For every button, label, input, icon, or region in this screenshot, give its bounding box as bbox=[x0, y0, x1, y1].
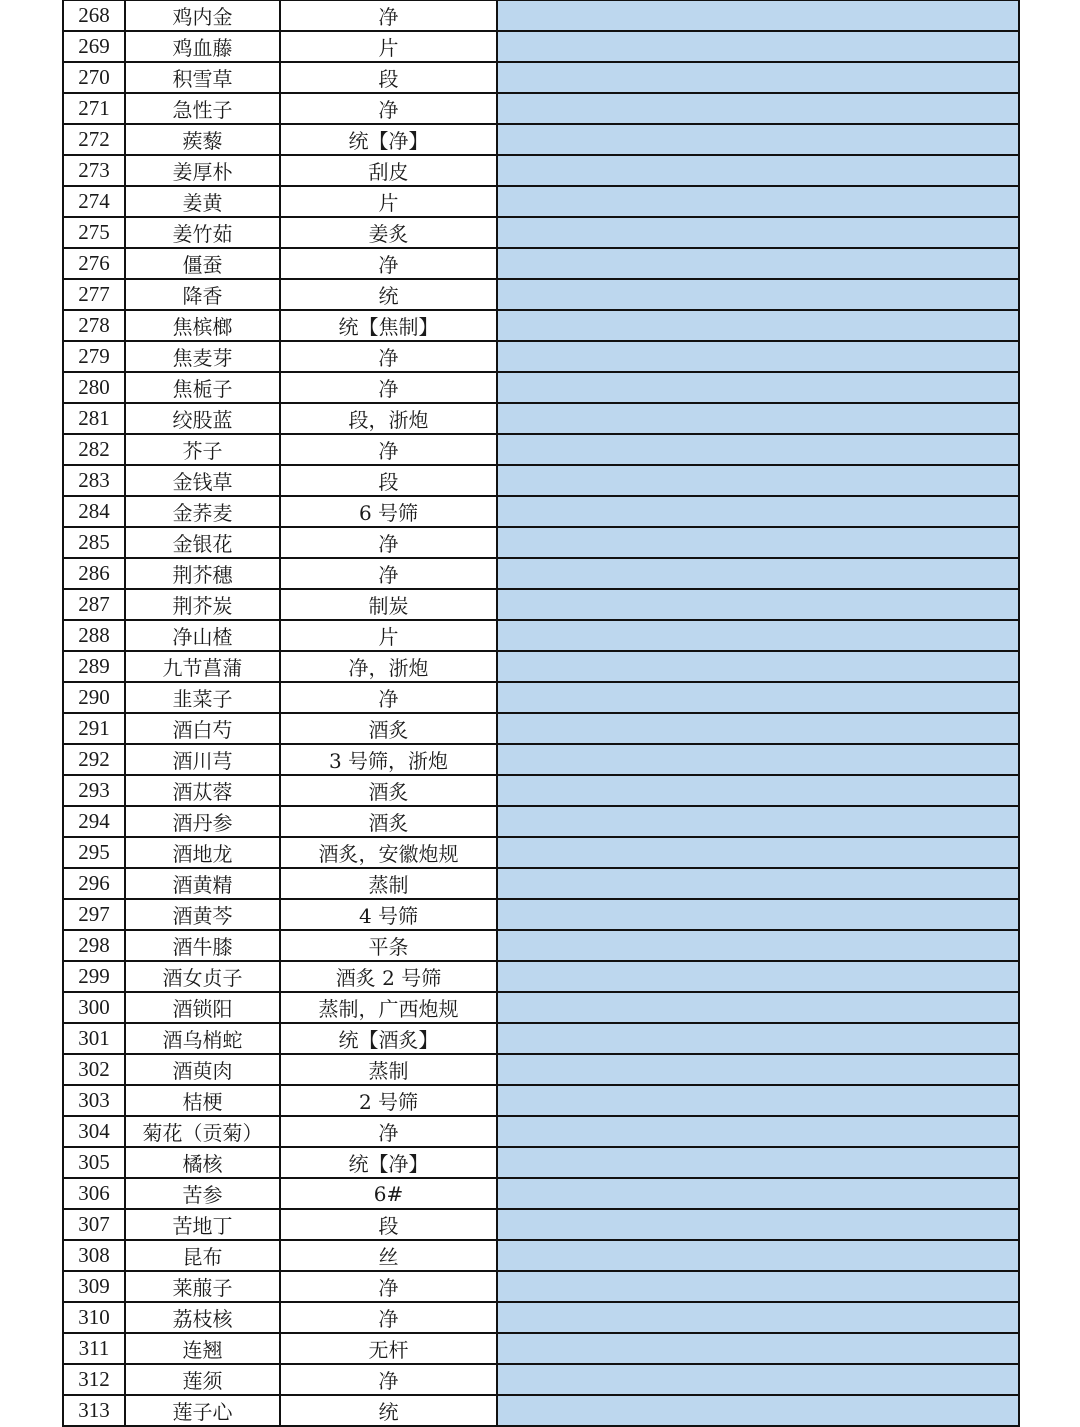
herb-table bbox=[62, 0, 1020, 1427]
herb-spec-sheet bbox=[62, 0, 1018, 1424]
blank-entry-cell[interactable] bbox=[497, 93, 1019, 124]
processing-spec-cell: 净 bbox=[280, 434, 497, 465]
processing-spec-cell: 酒炙 bbox=[280, 713, 497, 744]
herb-name-cell: 降香 bbox=[125, 279, 280, 310]
blank-entry-cell[interactable] bbox=[497, 527, 1019, 558]
table-row bbox=[63, 868, 1019, 899]
processing-spec-cell: 2 号筛 bbox=[280, 1085, 497, 1116]
table-row bbox=[63, 713, 1019, 744]
table-row bbox=[63, 744, 1019, 775]
row-number-cell: 280 bbox=[63, 372, 125, 403]
blank-entry-cell[interactable] bbox=[497, 1023, 1019, 1054]
herb-name-cell: 莲须 bbox=[125, 1364, 280, 1395]
herb-name-cell: 鸡血藤 bbox=[125, 31, 280, 62]
row-number-cell: 287 bbox=[63, 589, 125, 620]
processing-spec-cell: 4 号筛 bbox=[280, 899, 497, 930]
processing-spec-cell: 蒸制 bbox=[280, 1054, 497, 1085]
table-row bbox=[63, 1395, 1019, 1426]
processing-spec-cell: 净 bbox=[280, 558, 497, 589]
row-number-cell: 281 bbox=[63, 403, 125, 434]
herb-name-cell: 姜黄 bbox=[125, 186, 280, 217]
processing-spec-cell: 酒炙 bbox=[280, 775, 497, 806]
table-row bbox=[63, 372, 1019, 403]
blank-entry-cell[interactable] bbox=[497, 806, 1019, 837]
processing-spec-cell: 净 bbox=[280, 1271, 497, 1302]
blank-entry-cell[interactable] bbox=[497, 713, 1019, 744]
table-row bbox=[63, 558, 1019, 589]
blank-entry-cell[interactable] bbox=[497, 651, 1019, 682]
herb-name-cell: 昆布 bbox=[125, 1240, 280, 1271]
herb-name-cell: 酒牛膝 bbox=[125, 930, 280, 961]
blank-entry-cell[interactable] bbox=[497, 62, 1019, 93]
processing-spec-cell: 6 号筛 bbox=[280, 496, 497, 527]
herb-name-cell: 积雪草 bbox=[125, 62, 280, 93]
herb-name-cell: 莱菔子 bbox=[125, 1271, 280, 1302]
herb-name-cell: 酒萸肉 bbox=[125, 1054, 280, 1085]
blank-entry-cell[interactable] bbox=[497, 992, 1019, 1023]
table-row bbox=[63, 806, 1019, 837]
table-row bbox=[63, 1178, 1019, 1209]
processing-spec-cell: 净 bbox=[280, 248, 497, 279]
row-number-cell: 276 bbox=[63, 248, 125, 279]
table-row bbox=[63, 1209, 1019, 1240]
table-row bbox=[63, 186, 1019, 217]
blank-entry-cell[interactable] bbox=[497, 1271, 1019, 1302]
table-row bbox=[63, 0, 1019, 31]
row-number-cell: 272 bbox=[63, 124, 125, 155]
row-number-cell: 312 bbox=[63, 1364, 125, 1395]
processing-spec-cell: 净 bbox=[280, 527, 497, 558]
herb-name-cell: 金银花 bbox=[125, 527, 280, 558]
blank-entry-cell[interactable] bbox=[497, 868, 1019, 899]
herb-name-cell: 金钱草 bbox=[125, 465, 280, 496]
table-row bbox=[63, 1302, 1019, 1333]
processing-spec-cell: 段，浙炮 bbox=[280, 403, 497, 434]
blank-entry-cell[interactable] bbox=[497, 930, 1019, 961]
table-row bbox=[63, 217, 1019, 248]
row-number-cell: 278 bbox=[63, 310, 125, 341]
herb-name-cell: 莲子心 bbox=[125, 1395, 280, 1426]
herb-name-cell: 荆芥穗 bbox=[125, 558, 280, 589]
processing-spec-cell: 无杆 bbox=[280, 1333, 497, 1364]
blank-entry-cell[interactable] bbox=[497, 124, 1019, 155]
herb-name-cell: 酒地龙 bbox=[125, 837, 280, 868]
herb-name-cell: 菊花（贡菊） bbox=[125, 1116, 280, 1147]
table-row bbox=[63, 93, 1019, 124]
herb-name-cell: 九节菖蒲 bbox=[125, 651, 280, 682]
herb-name-cell: 焦槟榔 bbox=[125, 310, 280, 341]
blank-entry-cell[interactable] bbox=[497, 186, 1019, 217]
blank-entry-cell[interactable] bbox=[497, 682, 1019, 713]
table-row bbox=[63, 930, 1019, 961]
table-row bbox=[63, 682, 1019, 713]
processing-spec-cell: 统 bbox=[280, 1395, 497, 1426]
blank-entry-cell[interactable] bbox=[497, 0, 1019, 31]
herb-name-cell: 姜厚朴 bbox=[125, 155, 280, 186]
herb-name-cell: 酒川芎 bbox=[125, 744, 280, 775]
processing-spec-cell: 片 bbox=[280, 620, 497, 651]
row-number-cell: 283 bbox=[63, 465, 125, 496]
herb-name-cell: 芥子 bbox=[125, 434, 280, 465]
row-number-cell: 295 bbox=[63, 837, 125, 868]
blank-entry-cell[interactable] bbox=[497, 558, 1019, 589]
herb-name-cell: 急性子 bbox=[125, 93, 280, 124]
row-number-cell: 286 bbox=[63, 558, 125, 589]
processing-spec-cell: 段 bbox=[280, 62, 497, 93]
blank-entry-cell[interactable] bbox=[497, 1240, 1019, 1271]
processing-spec-cell: 统【净】 bbox=[280, 124, 497, 155]
table-row bbox=[63, 1271, 1019, 1302]
table-row bbox=[63, 465, 1019, 496]
processing-spec-cell: 净，浙炮 bbox=[280, 651, 497, 682]
herb-name-cell: 韭菜子 bbox=[125, 682, 280, 713]
table-row bbox=[63, 124, 1019, 155]
herb-name-cell: 姜竹茹 bbox=[125, 217, 280, 248]
table-row bbox=[63, 651, 1019, 682]
row-number-cell: 305 bbox=[63, 1147, 125, 1178]
processing-spec-cell: 片 bbox=[280, 31, 497, 62]
blank-entry-cell[interactable] bbox=[497, 1085, 1019, 1116]
herb-name-cell: 酒女贞子 bbox=[125, 961, 280, 992]
table-row bbox=[63, 341, 1019, 372]
herb-name-cell: 酒丹参 bbox=[125, 806, 280, 837]
processing-spec-cell: 统 bbox=[280, 279, 497, 310]
row-number-cell: 277 bbox=[63, 279, 125, 310]
blank-entry-cell[interactable] bbox=[497, 620, 1019, 651]
row-number-cell: 308 bbox=[63, 1240, 125, 1271]
herb-name-cell: 焦栀子 bbox=[125, 372, 280, 403]
herb-name-cell: 鸡内金 bbox=[125, 0, 280, 31]
row-number-cell: 268 bbox=[63, 0, 125, 31]
blank-entry-cell[interactable] bbox=[497, 899, 1019, 930]
processing-spec-cell: 净 bbox=[280, 682, 497, 713]
processing-spec-cell: 净 bbox=[280, 0, 497, 31]
processing-spec-cell: 蒸制，广西炮规 bbox=[280, 992, 497, 1023]
row-number-cell: 294 bbox=[63, 806, 125, 837]
blank-entry-cell[interactable] bbox=[497, 1054, 1019, 1085]
row-number-cell: 293 bbox=[63, 775, 125, 806]
table-row bbox=[63, 155, 1019, 186]
herb-name-cell: 桔梗 bbox=[125, 1085, 280, 1116]
blank-entry-cell[interactable] bbox=[497, 775, 1019, 806]
table-row bbox=[63, 279, 1019, 310]
row-number-cell: 270 bbox=[63, 62, 125, 93]
herb-name-cell: 焦麦芽 bbox=[125, 341, 280, 372]
blank-entry-cell[interactable] bbox=[497, 837, 1019, 868]
row-number-cell: 304 bbox=[63, 1116, 125, 1147]
blank-entry-cell[interactable] bbox=[497, 1209, 1019, 1240]
row-number-cell: 279 bbox=[63, 341, 125, 372]
row-number-cell: 310 bbox=[63, 1302, 125, 1333]
row-number-cell: 289 bbox=[63, 651, 125, 682]
blank-entry-cell[interactable] bbox=[497, 155, 1019, 186]
processing-spec-cell: 平条 bbox=[280, 930, 497, 961]
row-number-cell: 309 bbox=[63, 1271, 125, 1302]
processing-spec-cell: 姜炙 bbox=[280, 217, 497, 248]
herb-table-body bbox=[63, 0, 1019, 1426]
processing-spec-cell: 统【酒炙】 bbox=[280, 1023, 497, 1054]
blank-entry-cell[interactable] bbox=[497, 279, 1019, 310]
processing-spec-cell: 酒炙 bbox=[280, 806, 497, 837]
blank-entry-cell[interactable] bbox=[497, 496, 1019, 527]
blank-entry-cell[interactable] bbox=[497, 1302, 1019, 1333]
herb-name-cell: 连翘 bbox=[125, 1333, 280, 1364]
processing-spec-cell: 片 bbox=[280, 186, 497, 217]
blank-entry-cell[interactable] bbox=[497, 434, 1019, 465]
row-number-cell: 307 bbox=[63, 1209, 125, 1240]
row-number-cell: 290 bbox=[63, 682, 125, 713]
blank-entry-cell[interactable] bbox=[497, 961, 1019, 992]
row-number-cell: 306 bbox=[63, 1178, 125, 1209]
processing-spec-cell: 段 bbox=[280, 1209, 497, 1240]
blank-entry-cell[interactable] bbox=[497, 1116, 1019, 1147]
row-number-cell: 301 bbox=[63, 1023, 125, 1054]
table-row bbox=[63, 1333, 1019, 1364]
herb-name-cell: 僵蚕 bbox=[125, 248, 280, 279]
row-number-cell: 282 bbox=[63, 434, 125, 465]
row-number-cell: 299 bbox=[63, 961, 125, 992]
processing-spec-cell: 统【焦制】 bbox=[280, 310, 497, 341]
table-row bbox=[63, 403, 1019, 434]
table-row bbox=[63, 775, 1019, 806]
table-row bbox=[63, 496, 1019, 527]
row-number-cell: 271 bbox=[63, 93, 125, 124]
herb-name-cell: 酒白芍 bbox=[125, 713, 280, 744]
table-row bbox=[63, 1085, 1019, 1116]
blank-entry-cell[interactable] bbox=[497, 31, 1019, 62]
row-number-cell: 275 bbox=[63, 217, 125, 248]
processing-spec-cell: 3 号筛，浙炮 bbox=[280, 744, 497, 775]
row-number-cell: 302 bbox=[63, 1054, 125, 1085]
processing-spec-cell: 6# bbox=[280, 1178, 497, 1209]
blank-entry-cell[interactable] bbox=[497, 589, 1019, 620]
processing-spec-cell: 净 bbox=[280, 1302, 497, 1333]
table-row bbox=[63, 31, 1019, 62]
processing-spec-cell: 净 bbox=[280, 1364, 497, 1395]
herb-name-cell: 绞股蓝 bbox=[125, 403, 280, 434]
herb-name-cell: 净山楂 bbox=[125, 620, 280, 651]
table-row bbox=[63, 1023, 1019, 1054]
row-number-cell: 297 bbox=[63, 899, 125, 930]
row-number-cell: 273 bbox=[63, 155, 125, 186]
row-number-cell: 296 bbox=[63, 868, 125, 899]
blank-entry-cell[interactable] bbox=[497, 341, 1019, 372]
blank-entry-cell[interactable] bbox=[497, 1178, 1019, 1209]
table-row bbox=[63, 62, 1019, 93]
processing-spec-cell: 丝 bbox=[280, 1240, 497, 1271]
herb-name-cell: 金荞麦 bbox=[125, 496, 280, 527]
table-row bbox=[63, 310, 1019, 341]
blank-entry-cell[interactable] bbox=[497, 744, 1019, 775]
processing-spec-cell: 统【净】 bbox=[280, 1147, 497, 1178]
row-number-cell: 292 bbox=[63, 744, 125, 775]
table-row bbox=[63, 1240, 1019, 1271]
herb-name-cell: 酒黄芩 bbox=[125, 899, 280, 930]
herb-name-cell: 荔枝核 bbox=[125, 1302, 280, 1333]
blank-entry-cell[interactable] bbox=[497, 1333, 1019, 1364]
row-number-cell: 288 bbox=[63, 620, 125, 651]
herb-name-cell: 橘核 bbox=[125, 1147, 280, 1178]
herb-name-cell: 蒺藜 bbox=[125, 124, 280, 155]
table-row bbox=[63, 1054, 1019, 1085]
processing-spec-cell: 蒸制 bbox=[280, 868, 497, 899]
row-number-cell: 300 bbox=[63, 992, 125, 1023]
table-row bbox=[63, 248, 1019, 279]
row-number-cell: 269 bbox=[63, 31, 125, 62]
row-number-cell: 274 bbox=[63, 186, 125, 217]
blank-entry-cell[interactable] bbox=[497, 1364, 1019, 1395]
herb-name-cell: 苦参 bbox=[125, 1178, 280, 1209]
herb-name-cell: 苦地丁 bbox=[125, 1209, 280, 1240]
row-number-cell: 303 bbox=[63, 1085, 125, 1116]
blank-entry-cell[interactable] bbox=[497, 465, 1019, 496]
table-row bbox=[63, 620, 1019, 651]
herb-name-cell: 酒乌梢蛇 bbox=[125, 1023, 280, 1054]
processing-spec-cell: 净 bbox=[280, 341, 497, 372]
row-number-cell: 311 bbox=[63, 1333, 125, 1364]
row-number-cell: 313 bbox=[63, 1395, 125, 1426]
blank-entry-cell[interactable] bbox=[497, 310, 1019, 341]
processing-spec-cell: 段 bbox=[280, 465, 497, 496]
blank-entry-cell[interactable] bbox=[497, 1395, 1019, 1426]
processing-spec-cell: 酒炙，安徽炮规 bbox=[280, 837, 497, 868]
blank-entry-cell[interactable] bbox=[497, 217, 1019, 248]
herb-name-cell: 酒苁蓉 bbox=[125, 775, 280, 806]
herb-name-cell: 酒锁阳 bbox=[125, 992, 280, 1023]
table-row bbox=[63, 899, 1019, 930]
processing-spec-cell: 净 bbox=[280, 372, 497, 403]
table-row bbox=[63, 992, 1019, 1023]
table-row bbox=[63, 527, 1019, 558]
processing-spec-cell: 制炭 bbox=[280, 589, 497, 620]
blank-entry-cell[interactable] bbox=[497, 403, 1019, 434]
processing-spec-cell: 净 bbox=[280, 1116, 497, 1147]
blank-entry-cell[interactable] bbox=[497, 1147, 1019, 1178]
processing-spec-cell: 刮皮 bbox=[280, 155, 497, 186]
row-number-cell: 284 bbox=[63, 496, 125, 527]
table-row bbox=[63, 1147, 1019, 1178]
table-row bbox=[63, 1116, 1019, 1147]
table-row bbox=[63, 434, 1019, 465]
row-number-cell: 291 bbox=[63, 713, 125, 744]
processing-spec-cell: 酒炙 2 号筛 bbox=[280, 961, 497, 992]
blank-entry-cell[interactable] bbox=[497, 372, 1019, 403]
herb-name-cell: 荆芥炭 bbox=[125, 589, 280, 620]
table-row bbox=[63, 961, 1019, 992]
table-row bbox=[63, 837, 1019, 868]
blank-entry-cell[interactable] bbox=[497, 248, 1019, 279]
table-row bbox=[63, 1364, 1019, 1395]
row-number-cell: 298 bbox=[63, 930, 125, 961]
herb-name-cell: 酒黄精 bbox=[125, 868, 280, 899]
processing-spec-cell: 净 bbox=[280, 93, 497, 124]
table-row bbox=[63, 589, 1019, 620]
row-number-cell: 285 bbox=[63, 527, 125, 558]
